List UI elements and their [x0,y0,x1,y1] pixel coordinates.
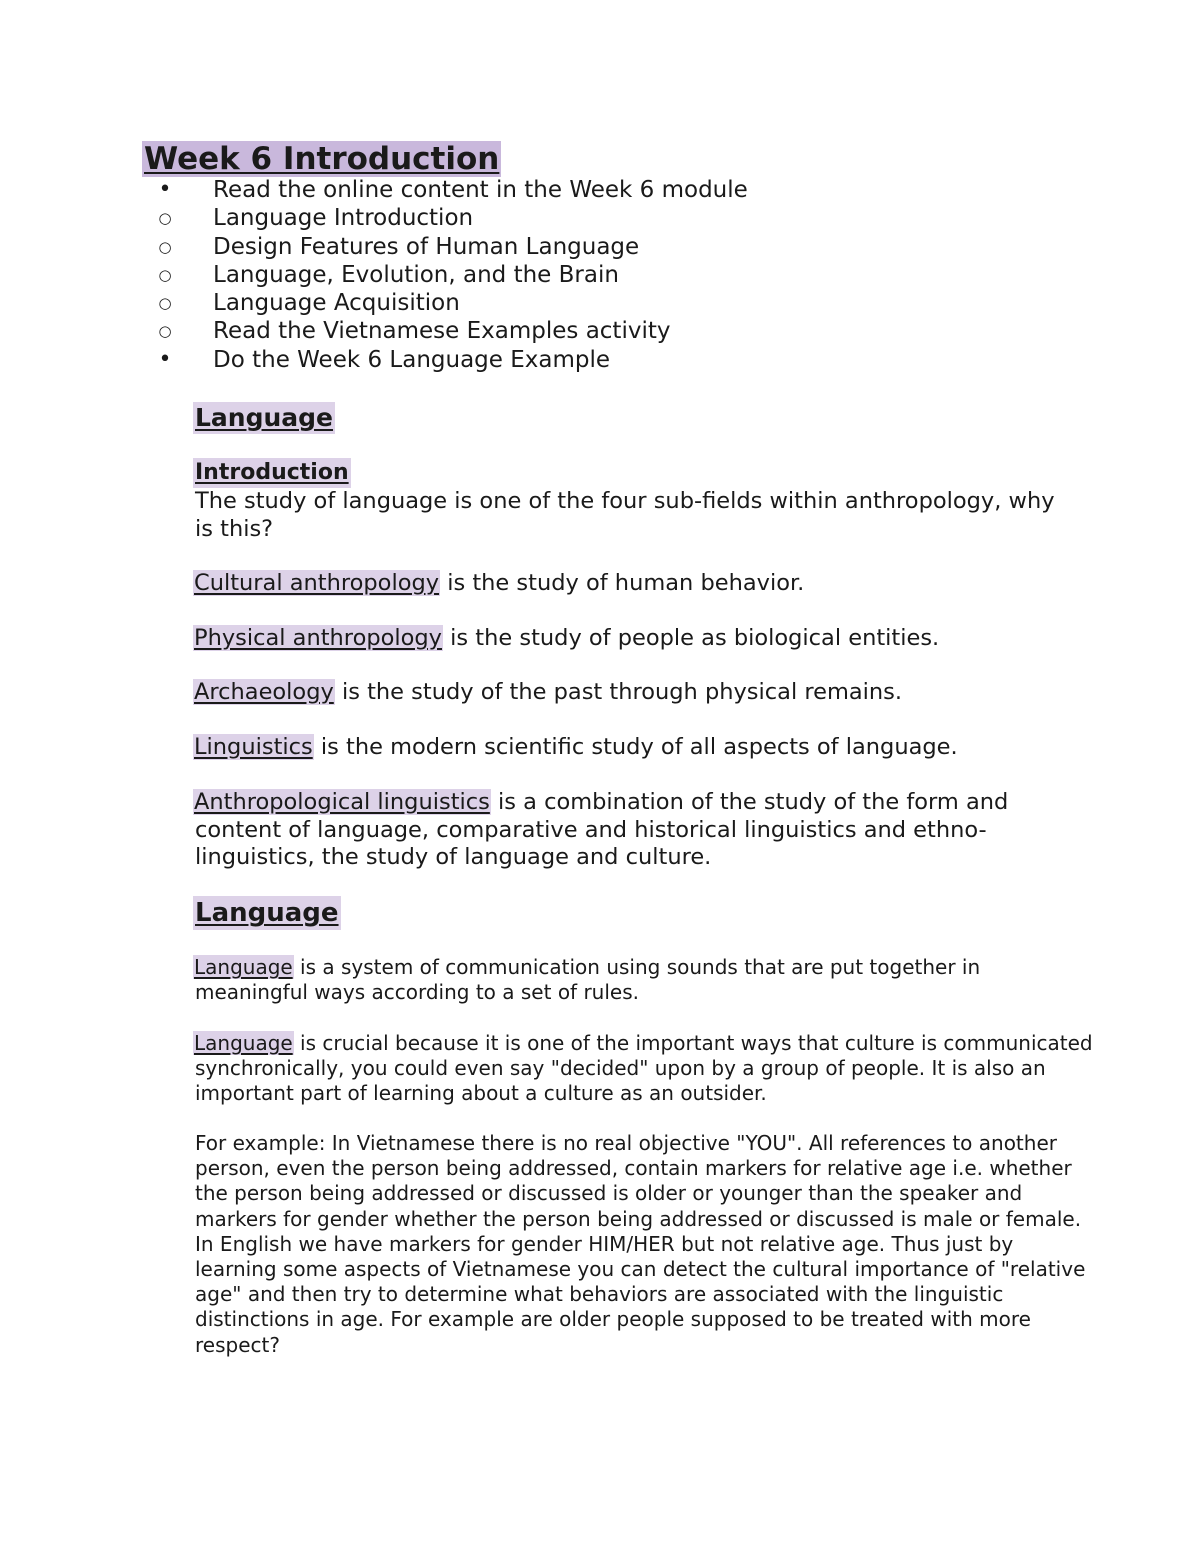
list-item-text: Read the Vietnamese Examples activity [213,318,671,345]
list-item [150,346,748,374]
circle-bullet-icon: ○ [158,209,172,228]
list-item-text: Read the online content in the Week 6 module [213,177,748,203]
list-item [150,317,748,345]
term: Physical anthropology [194,625,442,651]
language-importance-paragraph [195,1031,1095,1107]
vietnamese-example-paragraph: For example: In Vietnamese there is no real objective "YOU". All references to another person, even the person being addressed, contain markers for relative age i.e. whether the person being addressed or discussed is older or younger than the speaker and markers for gender whether the person being addressed or discussed is male or female. In English we have markers for gender HIM/HER but not relative age. Thus just by learning some aspects of Vietnamese you can detect the cultural importance of "relative age" and then try to determine what behaviors are associated with the linguistic distinctions in age. For example are older people supposed to be treated with more respect? [195,1131,1086,1357]
section-heading-language: Language [195,403,334,432]
term: Language [194,1031,293,1055]
intro-paragraph: The study of language is one of the four sub-fields within anthropology, why is this? [195,488,1055,542]
subheading-introduction: Introduction [193,458,351,488]
list-item-text: Language, Evolution, and the Brain [213,261,619,288]
list-item-text: Language Introduction [213,205,474,232]
definition-text: is the modern scientific study of all aspects of language. [313,734,958,760]
definition-linguistics [195,734,1075,762]
term: Anthropological linguistics [194,789,490,815]
circle-bullet-icon: ○ [158,322,172,341]
reading-list [150,176,748,374]
list-item-text: Do the Week 6 Language Example [213,346,611,373]
definition-text: is the study of the past through physical remains. [334,679,903,705]
page-title: Week 6 Introduction [144,141,500,177]
list-item [150,233,748,261]
definition-text: is a combination of the study of the form and content of language, comparative and historical linguistics and ethno-linguistics, the study of language and culture. [195,789,1009,870]
bullet-icon: • [158,177,172,202]
circle-bullet-icon: ○ [158,294,172,313]
paragraph-text: is a system of communication using sounds that are put together in meaningful ways according to a set of rules. [195,955,981,1005]
circle-bullet-icon: ○ [158,237,172,256]
definition-anthropological-linguistics [195,789,1075,872]
definition-text: is the study of human behavior. [440,570,805,596]
list-item-text: Language Acquisition [213,290,460,317]
bullet-icon: • [158,346,172,372]
definition-physical-anthropology [195,625,1075,653]
definition-text: is the study of people as biological entities. [443,625,940,651]
paragraph-text: is crucial because it is one of the important ways that culture is communicated synchronically, you could even say "decided" upon by a group of people. It is also an important part of learning about a culture as an outsider. [195,1031,1093,1106]
list-item [150,176,748,204]
definition-cultural-anthropology [195,570,1075,598]
list-item-text: Design Features of Human Language [213,233,640,260]
definition-archaeology [195,679,1075,707]
language-definition-paragraph [195,955,1095,1005]
list-item [150,204,748,232]
circle-bullet-icon: ○ [158,265,172,284]
term: Archaeology [194,679,334,705]
term: Cultural anthropology [194,570,440,596]
section-heading-language-2: Language [195,898,339,928]
list-item [150,289,748,317]
term: Linguistics [194,734,313,760]
term: Language [194,955,293,979]
list-item [150,261,748,289]
